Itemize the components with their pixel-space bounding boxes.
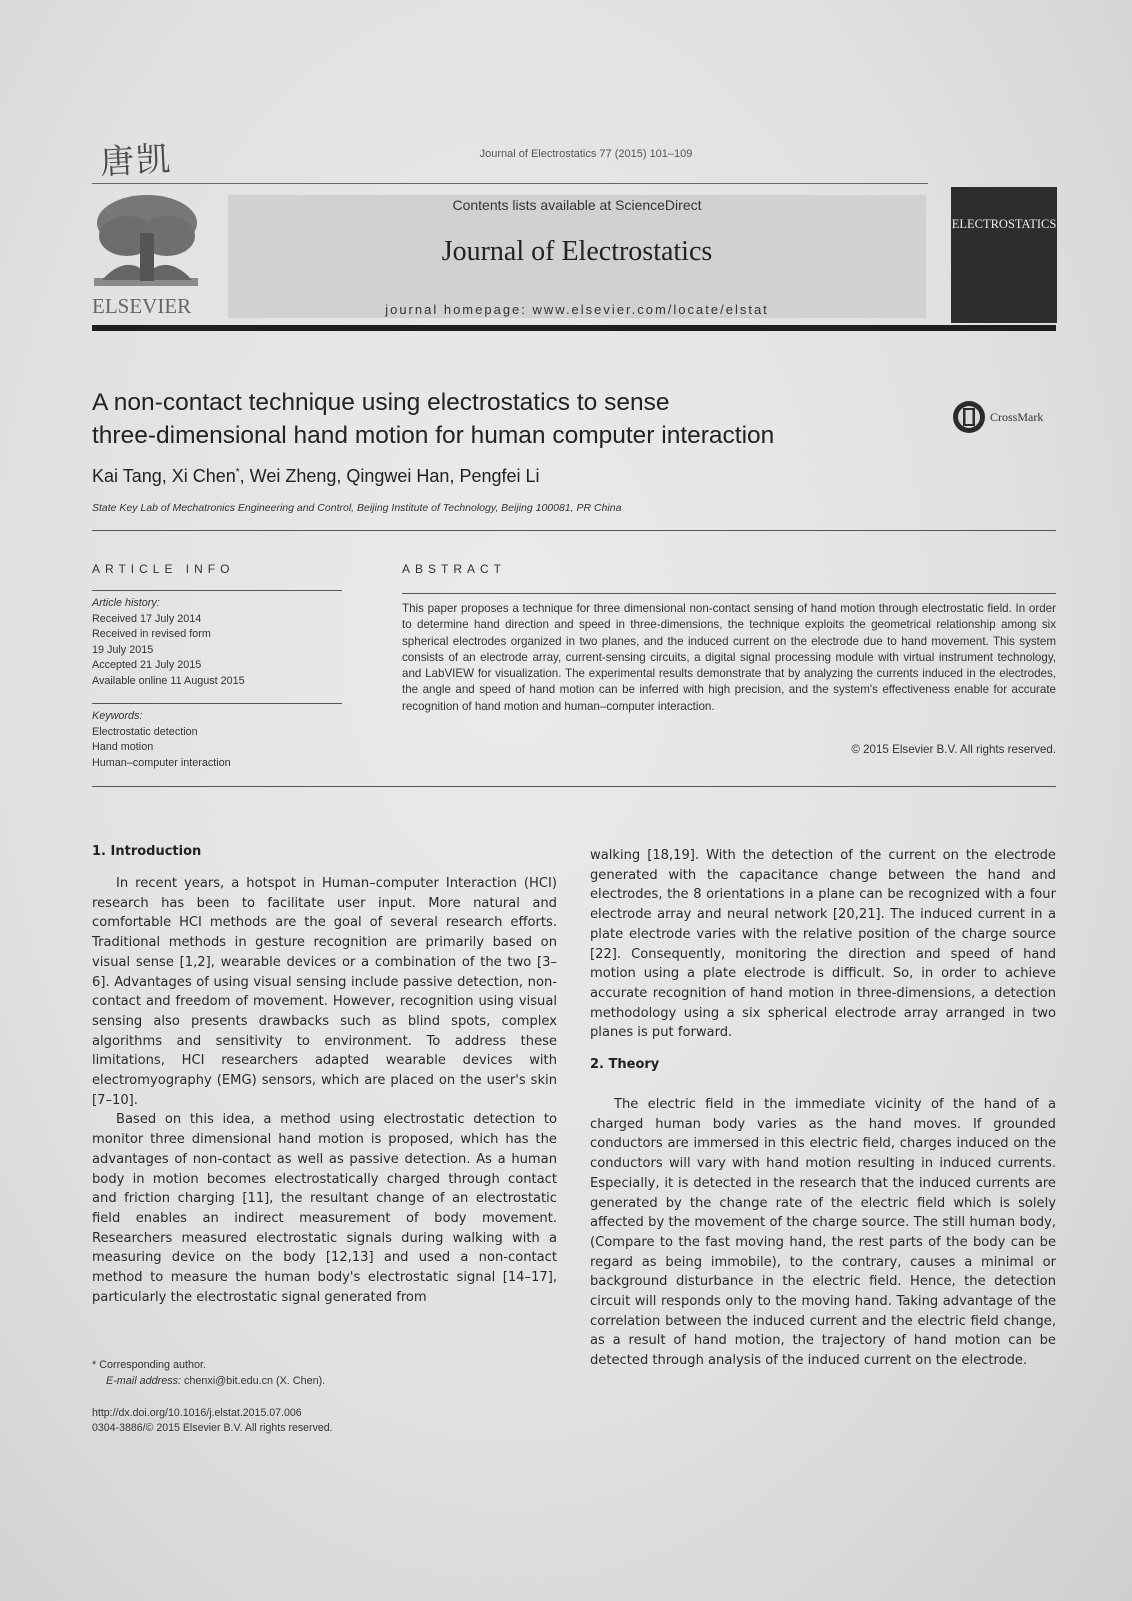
divider	[92, 703, 342, 704]
divider	[92, 590, 342, 591]
handwritten-signature: 唐凯	[99, 139, 174, 183]
divider	[402, 593, 1056, 594]
email-label: E-mail address:	[106, 1375, 182, 1387]
abstract-heading: ABSTRACT	[402, 562, 507, 576]
keyword: Electrostatic detection	[92, 725, 198, 738]
title-line-2: three-dimensional hand motion for human computer interaction	[92, 422, 775, 449]
authors-rest: , Wei Zheng, Qingwei Han, Pengfei Li	[239, 466, 540, 486]
journal-title: Journal of Electrostatics	[441, 236, 713, 267]
abstract-text: This paper proposes a technique for three dimensional non-contact sensing of hand motion through electrostatic field. In order to determine hand direction and speed in three-dimensions, the technique exploits the geometrical relationship among six spherical electrodes organized in two planes, and the induced current on the electrode due to hand movement. This system consists of an electrode array, current-sensing circuits, a digital signal processing module with virtual instrument technology, and LabVIEW for visualization. The experimental results demonstrate that by analyzing the currents induced in the electrodes, the angle and speed of hand motion can be inferred with high precision, and the system's effectiveness enable for accurate recognition of hand motion and human–computer interaction.	[402, 602, 1056, 713]
journal-cover-image	[951, 187, 1057, 323]
divider	[92, 786, 1056, 787]
article-title	[92, 386, 912, 452]
history-item: Received 17 July 2014	[92, 612, 202, 625]
keywords	[92, 709, 352, 771]
history-item: Received in revised form	[92, 628, 211, 640]
paragraph: The electric field in the immediate vicinity of the hand of a charged human body varies as the hand moves. If grounded conductors are immersed in this electric field, charges induced on the conductors will vary with hand motion resulting in induced currents. Especially, it is detected in the research that the induced currents are generated by the change rate of the electric field which is solely affected by the movement of the charge source. The still human body, (Compare to the fast moving hand, the rest parts of the body can be regard as being immobile), to the contrary, causes a minimal or background disturbance in the electric field. Hence, the detection circuit will responds only to the moving hand. Taking advantage of the correlation between the induced current and the electric field change, as a result of hand motion, the trajectory of hand motion can be detected through analysis of the induced current on the electrode.	[590, 1097, 1056, 1369]
corresponding-author: * Corresponding author.	[92, 1359, 207, 1371]
authors-first: Kai Tang, Xi Chen	[92, 466, 236, 486]
header-divider	[92, 325, 1056, 331]
publisher-logo-text: ELSEVIER	[92, 294, 192, 318]
affiliation: State Key Lab of Mechatronics Engineering and Control, Beijing Institute of Technology, Beijing 100081, PR China	[92, 502, 622, 514]
history-item: Available online 11 August 2015	[92, 674, 245, 687]
issn-line: 0304-3886/© 2015 Elsevier B.V. All rights reserved.	[92, 1422, 333, 1434]
author-list	[92, 466, 540, 487]
cover-title: ELECTROSTATICS	[951, 217, 1057, 231]
theory-column	[590, 1095, 1056, 1371]
paragraph: In recent years, a hotspot in Human–computer Interaction (HCI) research has been to facilitate user input. More natural and comfortable HCI methods are the goal of several research efforts. Traditional methods in gesture recognition are primarily based on visual sense [1,2], wearable devices or a combination of the two [3–6]. Advantages of using visual sensing include passive detection, non-contact and freedom of movement. However, recognition using visual sensing also presents drawbacks such as blind spots, complex algorithms and sensitivity to environment. To address these limitations, HCI researchers adapted wearable devices with electromyography (EMG) sensors, which are placed on the user's skin [7–10].	[92, 876, 557, 1108]
left-column	[92, 874, 557, 1307]
email-address[interactable]: chenxi@bit.edu.cn (X. Chen).	[184, 1375, 326, 1387]
keywords-label: Keywords:	[92, 710, 143, 722]
keyword: Hand motion	[92, 741, 154, 753]
right-column	[590, 846, 1056, 1043]
article-info-heading: ARTICLE INFO	[92, 562, 235, 576]
divider	[92, 183, 928, 184]
paragraph: walking [18,19]. With the detection of the current on the electrode generated with the capacitance change between the hand and electrodes, the 8 orientations in a plane can be recognized with a four electrode array and neural network [20,21]. The induced current in a plate electrode varies with the relative position of the charge source [22]. Consequently, monitoring the direction and speed of hand motion using a plate electrode is difficult. So, in order to achieve accurate recognition of hand motion in three-dimensions, a detection methodology using a six spherical electrode array arranged in two planes is put forward.	[590, 848, 1056, 1041]
article-history	[92, 596, 352, 689]
contents-line: Contents lists available at ScienceDirect	[452, 197, 702, 213]
history-item: Accepted 21 July 2015	[92, 659, 202, 671]
title-line-1: A non-contact technique using electrostatics to sense	[92, 389, 670, 416]
section-heading-theory: 2. Theory	[590, 1057, 660, 1072]
corresponding-mark: *	[235, 467, 240, 478]
divider	[92, 530, 1056, 531]
paragraph: Based on this idea, a method using electrostatic detection to monitor three dimensional hand motion is proposed, which has the advantages of non-contact as well as passive detection. As a human body in motion becomes electrostatically charged through contact and friction charging [11], the resultant change of an electrostatic field enables an indirect measurement of body movement. Researchers measured electrostatic signals during walking with a measuring device on the body [12,13] and used a non-contact method to measure the human body's electrostatic signal [14–17], particularly the electrostatic signal generated from	[92, 1112, 557, 1305]
abstract-copyright: © 2015 Elsevier B.V. All rights reserved.	[851, 743, 1056, 756]
journal-homepage: journal homepage: www.elsevier.com/locate/elstat	[385, 302, 769, 317]
footnote	[92, 1357, 325, 1389]
crossmark-label[interactable]: CrossMark	[990, 410, 1044, 424]
keyword: Human–computer interaction	[92, 756, 231, 769]
doi-block	[92, 1406, 333, 1436]
history-label: Article history:	[92, 597, 160, 609]
history-item: 19 July 2015	[92, 643, 154, 656]
section-heading-introduction: 1. Introduction	[92, 844, 202, 859]
journal-reference: Journal of Electrostatics 77 (2015) 101–109	[479, 148, 693, 160]
doi-link[interactable]: http://dx.doi.org/10.1016/j.elstat.2015.07.006	[92, 1407, 302, 1419]
crossmark-icon[interactable]	[952, 400, 986, 434]
